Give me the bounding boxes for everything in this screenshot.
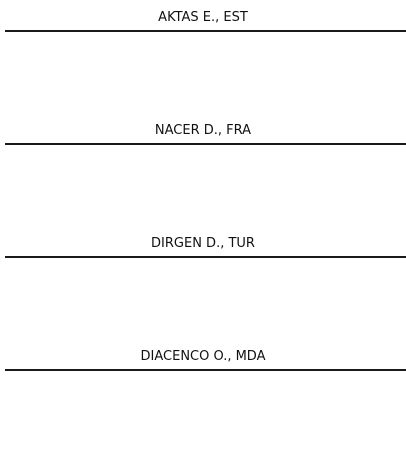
bracket-slot (0, 236, 406, 276)
bracket-slot (0, 123, 406, 163)
athlete-name: DIRGEN D., TUR (151, 236, 255, 251)
bracket-line (5, 30, 406, 32)
athlete-name: DIACENCO O., MDA (140, 349, 266, 364)
bracket-line (5, 143, 406, 145)
bracket-slot (0, 349, 406, 389)
bracket-slot (0, 10, 406, 50)
athlete-name: NACER D., FRA (154, 123, 252, 138)
athlete-name: AKTAS E., EST (158, 10, 248, 25)
bracket-line (5, 369, 406, 371)
bracket-line (5, 256, 406, 258)
